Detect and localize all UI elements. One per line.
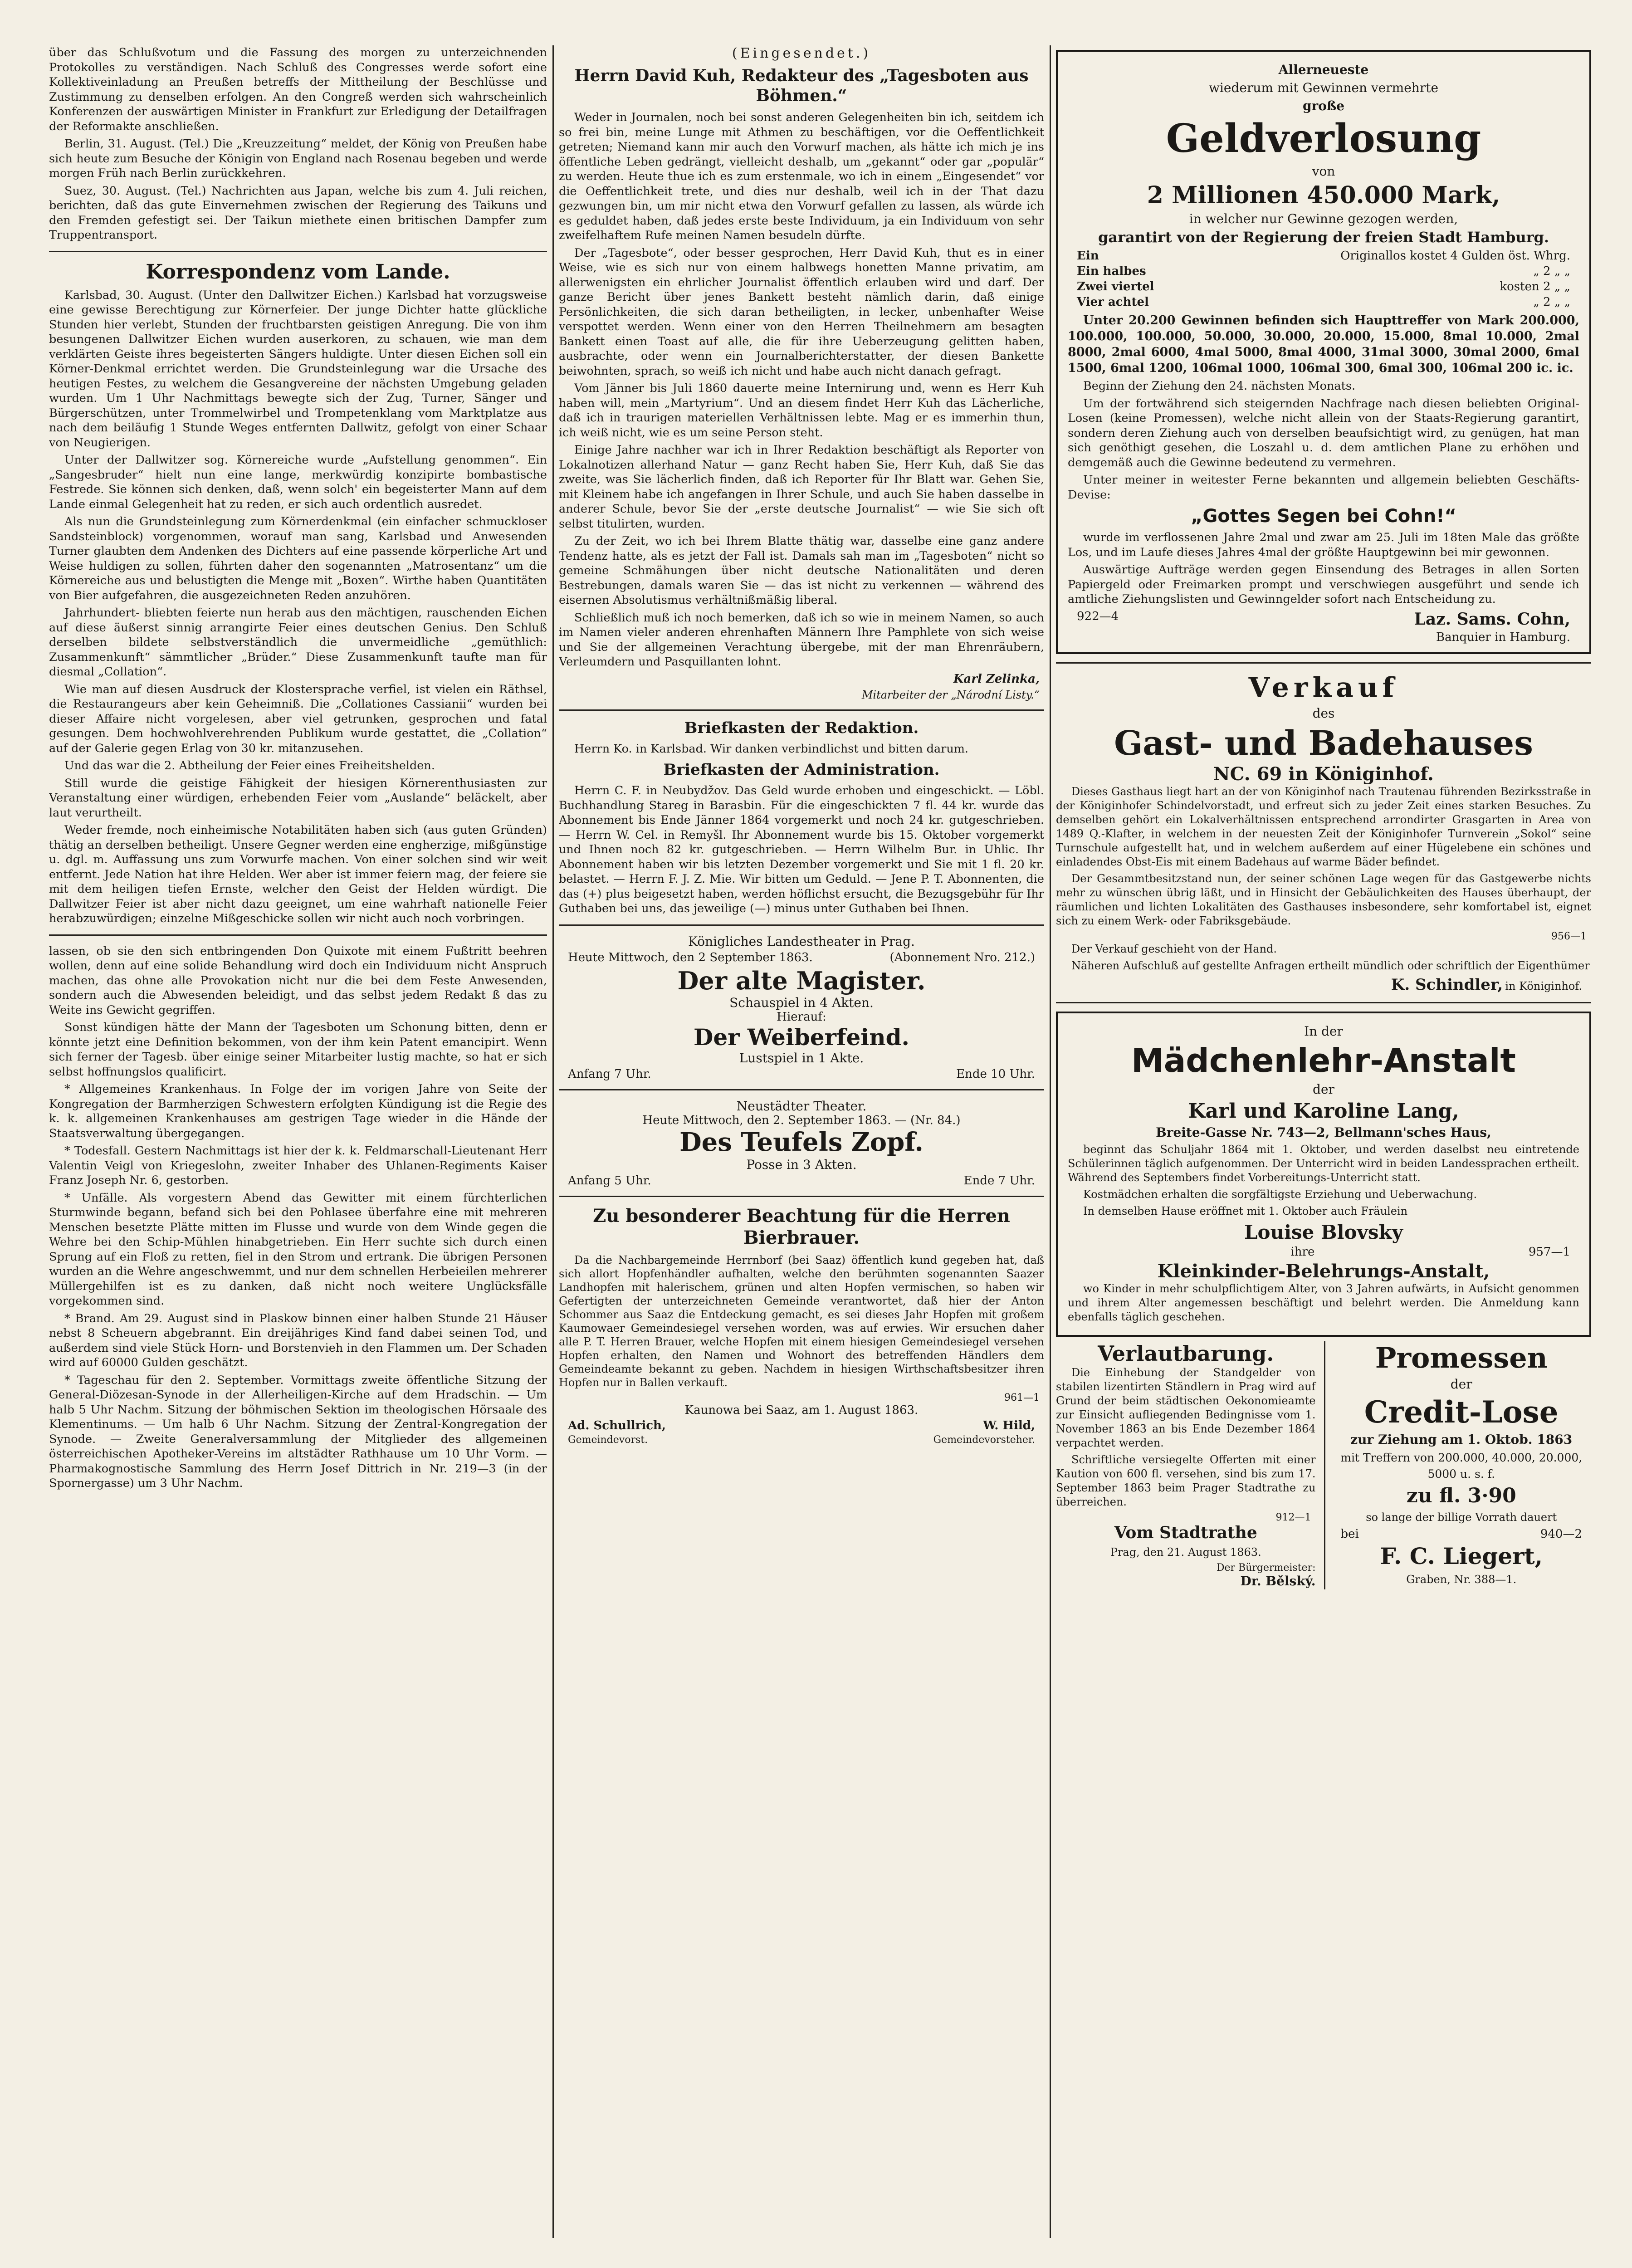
divider <box>49 934 547 936</box>
ad-promessen-prizes: mit Treffern von 200.000, 40.000, 20.000, 5000 u. s. f. <box>1340 1451 1583 1481</box>
ad-text: Kostmädchen erhalten die sorgfältigste Erziehung und Ueberwachung. <box>1083 1188 1477 1201</box>
notice-signer-1-role: Gemeindevorst. <box>568 1434 648 1446</box>
ad-number: 956—1 <box>1551 930 1587 942</box>
report-paragraph: Sonst kündigen hätte der Mann der Tagesboten um Schonung bitten, denn er könnte jetzt eine Definition bekommen, von der ihm kein Patent emancipirt. Wenn sich ferner der Tagesb. über einige seiner Mitarbeiter lustig machte, so hat er sich selbst hoffnungslos qualificirt. <box>49 1021 547 1079</box>
notice-signer-roles <box>568 1434 1035 1446</box>
ad-promessen-draw: zur Ziehung am 1. Oktob. 1863 <box>1350 1432 1573 1447</box>
ad-promessen-address: Graben, Nr. 388—1. <box>1406 1573 1517 1586</box>
ad-school-title-2: Kleinkinder-Belehrungs-Anstalt, <box>1157 1260 1490 1282</box>
ad-announcement-place: Prag, den 21. August 1863. <box>1110 1545 1261 1559</box>
theater-end: Ende 10 Uhr. <box>956 1067 1035 1081</box>
divider <box>1056 1002 1591 1003</box>
section-heading: Korrespondenz vom Lande. <box>146 260 450 284</box>
report-paragraph: Weder fremde, noch einheimische Notabilitäten haben sich (aus guten Gründen) thätig an derselben betheiligt. Unsere Gegner werden eine engherzige, mißgünstige u. dgl. m. Auffassung uns zum Vorwurfe machen. Von einer solchen sind wir weit entfernt. Jede Nation hat ihre Helden. Wer aber ist immer feiern mag, der feiere sie mit dem heiligen tiefen Ernste, welcher den Geist der Helden würdigt. Die Dallwitzer Feier ist aber nicht dazu geeignet, um eine wahrhaft nationelle Feier herabzuwürdigen; einzelne Mißgeschicke sollen wir nicht auch noch vorbringen. <box>49 823 547 925</box>
ad-text: Der Gesammtbesitzstand nun, der seiner schönen Lage wegen für das Gastgewerbe nichts mehr zu wünschen übrig läßt, und in Hinsicht der Gebäulichkeiten des Hauses überhaupt, der räumlichen und lichten Lokalitäten des Gasthauses insbesondere, sehr komfortabel ist, eignet sich zu einem Werk- oder Fabriksgebäude. <box>1056 872 1591 927</box>
ad-sale-signature: K. Schindler, <box>1391 975 1503 994</box>
ad-line: garantirt von der Regierung der freien Stadt Hamburg. <box>1098 229 1549 246</box>
ad-number: 940—2 <box>1540 1527 1582 1541</box>
local-news-fire: * Brand. Am 29. August sind in Plaskow binnen einer halben Stunde 21 Häuser nebst 8 Scheuern abgebrannt. Ein dreijähriges Kind fand dabei seinen Tod, und außerdem sind viele Stück Horn- und Borstenvieh in den Flammen um. Der Schaden wird auf 60000 Gulden geschätzt. <box>49 1311 547 1369</box>
mailbox-editorial-text: Herrn Ko. in Karlsbad. Wir danken verbindlichst und bitten darum. <box>574 742 969 756</box>
theater-date: Heute Mittwoch, den 2 September 1863. <box>568 950 813 964</box>
ad-promessen-signature: F. C. Liegert, <box>1380 1542 1543 1569</box>
play-title-2: Der Weiberfeind. <box>694 1023 909 1051</box>
ad-sale-title: Verkauf <box>1248 671 1399 704</box>
mailbox-editorial-title: Briefkasten der Redaktion. <box>684 719 919 737</box>
ad-lottery-prizes: Unter 20.200 Gewinnen befinden sich Haupttreffer von Mark 200.000, 100.000, 100.000, 50.000, 30.000, 20.000, 15.000, 8mal 10.000, 2mal 8000, 2mal 6000, 4mal 5000, 8mal 4000, 31mal 3000, 30mal 2000, 6mal 1500, 6mal 1200, 106mal 1000, 106mal 300, 6mal 300, 106mal 200 ic. ic. <box>1068 313 1579 375</box>
ad-text: Um der fortwährend sich steigernden Nachfrage nach diesen beliebten Original-Losen (keine Promessen), welche nicht allein von der Staats-Regierung garantirt, sondern deren Ziehung auch von derselben beaufsichtigt wird, zu genügen, hat man sich genöthigt gesehen, die Loszahl u. d. dem amtlichen Plane zu erhöhen und demgemäß auch die Gewinne bedeutend zu vermehren. <box>1068 396 1579 469</box>
ad-number: 957—1 <box>1528 1245 1570 1259</box>
report-paragraph: Unter der Dallwitzer sog. Körnereiche wurde „Aufstellung genommen“. Ein „Sangesbruder“ hielt nun eine lange, merkwürdig konzipirte bombastische Festrede. Sie können sich denken, daß, wenn solch' ein begeisterter Mann auf dem Lande einmal Gelegenheit hat zu reden, er sich auch ordentlich ausredet. <box>49 453 547 511</box>
ad-number: 922—4 <box>1077 609 1119 623</box>
divider <box>559 924 1044 926</box>
theater-date: Heute Mittwoch, den 2. September 1863. — (Nr. 84.) <box>642 1113 961 1127</box>
letter-signature-role: Mitarbeiter der „Národní Listy.“ <box>861 688 1040 701</box>
ad-sale-name: Gast- und Badehauses <box>1114 723 1533 763</box>
letter-paragraph: Zu der Zeit, wo ich bei Ihrem Blatte thätig war, dasselbe eine ganz andere Tendenz hatte, als es jetzt der Fall ist. Damals sah man im „Tagesboten“ nicht so gemeine Schmähungen über nicht deutsche Nationalitäten und deren Bestrebungen, damals waren Sie — das ist nicht zu verkennen — während des eisernen Absolutismus verhältnißmäßig liberal. <box>559 534 1044 607</box>
ad-lottery-signature-row <box>1077 610 1570 629</box>
mailbox-admin-title: Briefkasten der Administration. <box>663 761 940 779</box>
price-row: Zwei viertel kosten 2 „ „ <box>1077 280 1570 293</box>
ad-announcement-title: Verlautbarung. <box>1098 1341 1274 1366</box>
local-news-accidents: * Unfälle. Als vorgestern Abend das Gewitter mit einem fürchterlichen Sturmwinde begann, befand sich bei den Pohlasee überfahre eine mit mehreren Menschen besetzte Plätte mitten im Flusse und wurde von dem Winde gegen die Wehre bei den Schip-Mühlen hinabgetrieben. Ein Herr suchte sich durch einen Sprung auf ein Floß zu retten, fiel in den Strom und ertrank. Die übrigen Personen wurden an die Wehre angeschwemmt, und nur dem schnellen Herbeieilen mehrerer Müllergehilfen ist es zu danken, daß nicht noch weitere Unglücksfälle vorgekommen sind. <box>49 1191 547 1308</box>
letter-paragraph: Der „Tagesbote“, oder besser gesprochen, Herr David Kuh, thut es in einer Weise, wie es sich nur von einem halbwegs honetten Manne privatim, am allerwenigsten ein ehrlicher Journalist öffentlich erlauben wird und darf. Der ganze Bericht über jenes Bankett besteht nämlich darin, daß einige Persönlichkeiten, die sich daran betheiligten, in lecker, unbenhafter Weise verspottet werden. Wenn einer von den Herren Theilnehmern am besagten Bankett einen Toast auf alle, die für ihre Ueberzeugung gelitten haben, ausbrachte, oder wenn ein Journalberichterstatter, der diesen Bankette beiwohnten, sprach, so weiß ich nicht und habe auch nicht danach gefragt. <box>559 246 1044 378</box>
local-news-death: * Todesfall. Gestern Nachmittags ist hier der k. k. Feldmarschall-Lieutenant Herr Valentin Veigl von Kriegeslohn, zweiter Inhaber des Uhlanen-Regiments Kaiser Franz Joseph Nr. 6, gestorben. <box>49 1144 547 1187</box>
ad-announcement-signature: Dr. Bělský. <box>1240 1573 1316 1589</box>
letter-paragraph: Weder in Journalen, noch bei sonst anderen Gelegenheiten bin ich, seitdem ich so frei bin, meine Lunge mit Athmen zu beschäftigen, vor die Oeffentlichkeit getreten; Niemand kann mir auch den Vorwurf machen, als hätte ich mich je ins öffentliche Leben gedrängt, vielleicht deshalb, um „gekannt“ oder gar „populär“ zu werden. Heute thue ich es zum erstenmale, wo ich in einem „Eingesendet“ vor die Oeffentlichkeit trete, und dies nur deshalb, weil ich in der That dazu gezwungen bin, um mir nicht etwa den Vorwurf gefallen zu lassen, als würde ich es geduldet haben, daß jedes erste beste Individuum, ja ein Individuum von sehr zweifelhaftem Rufe meinen Namen besudeln dürfte. <box>559 111 1044 242</box>
notice-title: Zu besonderer Beachtung für die Herren Bierbrauer. <box>593 1205 1010 1248</box>
ad-number: 912—1 <box>1275 1511 1311 1523</box>
mailbox-admin-text: Herrn C. F. in Neubydžov. Das Geld wurde erhoben und eingeschickt. — Löbl. Buchhandlung Stareg in Barasbin. Für die eingeschickten 7 fl. 44 kr. wurde das Abonnement bis Ende Jänner 1864 vorgemerkt und noch 24 kr. gutgeschrieben. — Herrn W. Cel. in Remyšl. Ihr Abonnement wurde bis 15. Oktober vorgemerkt und Ihnen noch 82 kr. gutgeschrieben. — Herrn Wilhelm Bur. in Uhlic. Ihr Abonnement haben wir bis letzten Dezember vorgemerkt und Sie mit 1 fl. 20 kr. belastet. — Herrn F. J. Z. Mie. Wir bitten um Geduld. — Jene P. T. Abonnenten, die das (+) plus beigesetzt haben, werden höflichst ersucht, die Bezugsgebühr für Ihr Guthaben bei uns, das jeweilige (—) minus unter Guthaben bei Ihnen. <box>559 784 1044 915</box>
report-paragraph: Als nun die Grundsteinlegung zum Körnerdenkmal (ein einfacher schmuckloser Sandsteinblock) vorgenommen, worauf man sang, Karlsbad und Anwesenden Turner glaubten dem Andenken des Dichters auf eine passende körperliche Art und Weise huldigen zu sollen, führten daher den sogenannten „Matrosentanz“ um die Körnereiche aus und belustigten die Menge mit „Boxen“. Wirthe haben Quantitäten von Bier aufgefahren, die ausgezeichneten Reden anzuhören. <box>49 515 547 602</box>
ad-school-address: Breite-Gasse Nr. 743—2, Bellmann'sches Haus, <box>1156 1124 1491 1140</box>
ad-line: wiederum mit Gewinnen vermehrte <box>1208 80 1439 95</box>
report-paragraph: lassen, ob sie den sich entbringenden Don Quixote mit einem Fußtritt beehren wollen, denn auf eine solide Behandlung wird doch ein Individuum nicht Anspruch machen, das ohne alle Provokation nicht nur die bei dem Feste Anwesenden, sondern auch die Abwesenden beleidigt, und das selbst jedem Redakt ß das zu Weite ins Gewicht gegriffen. <box>49 944 547 1017</box>
letter-signature: Karl Zelinka, <box>953 672 1040 686</box>
local-news-schedule: * Tageschau für den 2. September. Vormittags zweite öffentliche Sitzung der General-Diözesan-Synode in der Allerheiligen-Kirche auf dem Hradschin. — Um halb 5 Uhr Nachm. Sitzung der böhmischen Sektion im theologischen Hörsaale des Klementinums. — Um halb 6 Uhr Nachm. Sitzung der Zentral-Kongregation der Synode. — Zweite Generalversammlung der Mitglieder des allgemeinen österreichischen Apotheker-Vereins im altstädter Rathhause um 10 Uhr Vorm. — Pharmakognostische Sammlung des Herrn Josef Dittrich in Nr. 219—3 (in der Spornergasse) um 3 Uhr Nachm. <box>49 1373 547 1490</box>
column-rule-2 <box>1050 45 1051 2238</box>
ad-line: so lange der billige Vorrath dauert <box>1366 1510 1557 1524</box>
ad-announcement-from: Vom Stadtrathe <box>1114 1523 1257 1542</box>
ad-lottery-motto: „Gottes Segen bei Cohn!“ <box>1191 506 1456 527</box>
theater-date-row <box>568 951 1035 964</box>
divider <box>559 1196 1044 1197</box>
letter-paragraph: Vom Jänner bis Juli 1860 dauerte meine Internirung und, wenn es Herr Kuh haben will, mein „Martyrium“. Und an diesem findet Herr Kuh das Lächerliche, daß ich in traurigen materiellen Verhältnissen lebte. Mag er es immerhin thun, ich weiß nicht, wie es um seine Person steht. <box>559 381 1044 440</box>
column-news <box>49 45 547 2238</box>
ad-school-name-2: Louise Blovsky <box>1244 1221 1403 1243</box>
notice-signer-1: Ad. Schullrich, <box>568 1418 666 1432</box>
play-genre-2: Lustspiel in 1 Akte. <box>739 1050 864 1066</box>
ad-promessen <box>1324 1341 1592 1589</box>
ad-lottery-title: Geldverlosung <box>1166 116 1481 161</box>
ad-sale-place: in Königinhof. <box>1505 979 1582 992</box>
theater-org: Königliches Landestheater in Prag. <box>688 934 915 949</box>
report-paragraph: Wie man auf diesen Ausdruck der Klostersprache verfiel, ist vielen ein Räthsel, die Restaurangeurs aber kein Geheimniß. Die „Collationes Cassianii“ wurden bei dieser Affaire nicht vorgelesen, aber viel getrunken, gesprochen und fatal gesungen. Dem hochwohlverehrenden Publikum wurde gestattet, die „Collation“ auf der Galerie gegen Erlag von 30 kr. mitanzusehen. <box>49 682 547 755</box>
ad-school <box>1056 1012 1591 1337</box>
ad-promessen-title: Promessen <box>1375 1341 1548 1374</box>
theater-neustadt <box>559 1099 1044 1188</box>
ad-line: ihre <box>1290 1245 1315 1259</box>
ad-sale-signature-row <box>1056 976 1582 994</box>
price-row: Ein halbes „ 2 „ „ <box>1077 264 1570 278</box>
ad-line: der <box>1450 1376 1472 1392</box>
report-karlsbad: Karlsbad, 30. August. (Unter den Dallwitzer Eichen.) Karlsbad hat vorzugsweise eine gewisse Berechtigung zur Körnerfeier. Der junge Dichter hatte glückliche Stunden hier verlebt, Stunden der fruchtbarsten geistigen Anregung. Die von ihm besungenen Dallwitzer Eichen wurden auserkoren, zu schauen, wie man dem verklärten Geiste ihres begeisterten Sängers huldigte. Unter diesen Eichen soll ein Körner-Denkmal errichtet werden. Die Grundsteinlegung war die Ursache des heutigen Festes, zu welchem die Gesangvereine der nächsten Umgebung geladen wurden. Um 1 Uhr Nachmittags bewegte sich der Zug, Turner, Sänger und Bürgerschützen, unter Trommelwirbel und Trompetenklang vom Marktplatze aus nach dem beiläufig 1 Stunde Weges entfernten Dallwitz, gefolgt von einer Schaar von Neugierigen. <box>49 288 547 450</box>
play-hierauf: Hierauf: <box>777 1010 826 1024</box>
theater-end: Ende 7 Uhr. <box>963 1173 1035 1188</box>
ad-school-names: Karl und Karoline Lang, <box>1188 1099 1459 1123</box>
ad-promessen-price: zu fl. 3·90 <box>1406 1484 1516 1507</box>
letter-title: Herrn David Kuh, Redakteur des „Tagesboten aus Böhmen.“ <box>574 66 1029 105</box>
divider <box>49 251 547 252</box>
column-advertisements <box>1056 45 1591 2238</box>
ad-lottery-signature-role: Banquier in Hamburg. <box>1436 630 1570 644</box>
ad-text: Unter meiner in weitester Ferne bekannten und allgemein beliebten Geschäfts-Devise: <box>1068 473 1579 502</box>
ad-text: Beginn der Ziehung den 24. nächsten Monats. <box>1083 379 1356 393</box>
theater-org: Neustädter Theater. <box>736 1098 867 1114</box>
ad-text: Die Einhebung der Standgelder von stabilen lizentirten Ständlern in Prag wird auf Grund der beim städtischen Oekonomieamte zur Einsicht aufliegenden Bedingnisse vom 1. November 1863 an bis Ende Dezember 1864 verpachtet werden. <box>1056 1366 1316 1449</box>
ad-line: bei <box>1340 1527 1359 1541</box>
ad-promessen-row <box>1341 1527 1583 1541</box>
column-rule-1 <box>552 45 554 2238</box>
ad-line: der <box>1313 1081 1334 1097</box>
ad-text: wo Kinder in mehr schulpflichtigem Alter, von 3 Jahren aufwärts, in Aufsicht genommen und ihrem Alter angemessen beschäftigt und belehrt werden. Die Anmeldung kann ebenfalls täglich geschehen. <box>1068 1282 1579 1323</box>
ad-school-title: Mädchenlehr-Anstalt <box>1131 1041 1516 1080</box>
theater-abonnement: (Abonnement Nro. 212.) <box>889 950 1035 964</box>
divider <box>1056 662 1591 664</box>
ad-announcement <box>1056 1341 1316 1589</box>
theater-start: Anfang 5 Uhr. <box>568 1173 651 1188</box>
ad-line: In der <box>1304 1023 1343 1039</box>
theater-landestheater <box>559 934 1044 1081</box>
news-suez: Suez, 30. August. (Tel.) Nachrichten aus Japan, welche bis zum 4. Juli reichen, berichten, daß das gute Einvernehmen zwischen der Regierung des Taikuns und den Fremden gefestigt sei. Der Taikun miethete einen britischen Dampfer zum Truppentransport. <box>49 184 547 242</box>
letter-paragraph: Einige Jahre nachher war ich in Ihrer Redaktion beschäftigt als Reporter von Lokalnotizen allerhand Natur — ganz Recht haben Sie, Herr Kuh, daß Sie das zweite, was Sie lächerlich finden, daß ich Reporter für Ihr Blatt war. Gehen Sie, mit Kleinem habe ich angefangen in Ihrer Schule, und auch Sie haben dasselbe in anderer Schule, bevor Sie der „erste deutsche Journalist“ — wie Sie sich oft selbst titulirten, wurden. <box>559 443 1044 531</box>
ad-text: Näheren Aufschluß auf gestellte Anfragen ertheilt mündlich oder schriftlich der Eigenthümer <box>1071 959 1590 972</box>
report-paragraph: Und das war die 2. Abtheilung der Feier eines Freiheitshelden. <box>64 759 435 772</box>
ad-lottery <box>1056 50 1591 654</box>
divider <box>559 1089 1044 1090</box>
ad-lottery-signature: Laz. Sams. Cohn, <box>1414 609 1570 629</box>
notice-text: Da die Nachbargemeinde Herrnborf (bei Saaz) öffentlich kund gegeben hat, daß sich allort Hopfenhändler aufhalten, welche den berühmten sogenannten Saazer Landhopfen mit halerischem, grünen und alten Hopfen vermischen, so haben wir Gefertigten der unterzeichneten Gemeinde verantwortet, daß hier der Anton Schommer aus Saaz die Entdeckung gemacht, es sei dieses Jahr Hopfen mit großem Kaumowaer Gemeindesiegel versehen worden, was auf erwies. Wir ersuchen daher alle P. T. Herren Brauer, welche Hopfen mit einem hiesigen Gemeindesiegel versehen Hopfen erhalten, den Namen und Wohnort des betreffenden Händlers dem Gemeindeamte bekannt zu geben. Nachdem in hiesigen Wirthschaftsbesitzer ihren Hopfen nur in Ballen verkauft. <box>559 1253 1044 1389</box>
ad-line: von <box>1312 164 1335 179</box>
ad-line: des <box>1312 705 1335 721</box>
ad-text: beginnt das Schuljahr 1864 mit 1. Oktober, und werden daselbst neu eintretende Schülerinnen täglich aufgenommen. Der Unterricht wird in beiden Landessprachen ertheilt. Während des Septembers findet Vorbereitungs-Unterricht statt. <box>1068 1143 1579 1184</box>
ad-bottom-row <box>1056 1341 1591 1589</box>
report-paragraph: Still wurde die geistige Fähigkeit der hiesigen Körnerenthusiasten zur Veranstaltung einer würdigen, erhebenden Feier vom „Auslande“ beläckelt, aber laut verurtheilt. <box>49 776 547 820</box>
ad-sale-address: NC. 69 in Königinhof. <box>1213 763 1434 785</box>
ad-school-row <box>1077 1245 1570 1259</box>
letter-paragraph: Schließlich muß ich noch bemerken, daß ich so wie in meinem Namen, so auch im Namen vieler anderen ehrenhaften Männern Ihre Pamphlete von sich weise und Sie der allgemeinen Verachtung übergebe, mit der man Ehrenräubern, Verleumdern und Pasquillanten lohnt. <box>559 611 1044 669</box>
kicker: (Eingesendet.) <box>732 45 871 61</box>
price-row: Vier achtel „ 2 „ „ <box>1077 295 1570 309</box>
news-berlin: Berlin, 31. August. (Tel.) Die „Kreuzzeitung“ meldet, der König von Preußen habe sich heute zum Besuche der Königin von England nach Rosenau begeben und werde morgen Früh nach Berlin zurückkehren. <box>49 137 547 180</box>
ad-line: Allerneueste <box>1278 62 1369 77</box>
notice-signer-2: W. Hild, <box>983 1418 1035 1432</box>
ad-lottery-price-table <box>1068 249 1579 309</box>
divider <box>559 709 1044 711</box>
theater-times <box>568 1067 1035 1081</box>
ad-announcement-role: Der Bürgermeister: <box>1216 1562 1316 1574</box>
ad-line: große <box>1302 98 1345 113</box>
notice-signer-2-role: Gemeindevorsteher. <box>933 1434 1035 1446</box>
news-paragraph: über das Schlußvotum und die Fassung des morgen zu unterzeichnenden Protokolles zu verständigen. Nach Schluß des Congresses werde sofort eine Kollektiveinladung an Preußen betreffs der Mittheilung der Beschlüsse und Zustimmung zu denselben erfolgen. An den Congreß werden sich wahrscheinlich Konferenzen der auswärtigen Minister in Frankfurt zur Erledigung der Detailfragen der Reformakte anschließen. <box>49 46 547 133</box>
ad-lottery-amount: 2 Millionen 450.000 Mark, <box>1147 181 1500 209</box>
notice-signatures <box>568 1419 1035 1432</box>
ad-line: in welcher nur Gewinne gezogen werden, <box>1189 211 1458 226</box>
ad-text: Auswärtige Aufträge werden gegen Einsendung des Betrages in allen Sorten Papiergeld oder Freimarken prompt und verschwiegen ausgeführt und sende ich amtliche Ziehungslisten und Gewinngelder sofort nach Entscheidung zu. <box>1068 563 1579 606</box>
ad-text: In demselben Hause eröffnet mit 1. Oktober auch Fräulein <box>1083 1204 1408 1217</box>
report-paragraph: Jahrhundert- bliebten feierte nun herab aus den mächtigen, rauschenden Eichen auf diese äußerst sinnig arrangirte Feier eines deutschen Genius. Den Schluß derselben bildete selbstverständlich die unvermeidliche „gemüthlich: Zusammenkunft“ sämmtlicher „Brüder.“ Diese Zusammenkunft taufte man für diesmal „Collation“. <box>49 606 547 679</box>
notice-number: 961—1 <box>1004 1392 1040 1403</box>
notice-place-date: Kaunowa bei Saaz, am 1. August 1863. <box>684 1403 919 1417</box>
ad-text: Der Verkauf geschieht von der Hand. <box>1071 942 1277 955</box>
theater-times <box>568 1174 1035 1188</box>
ad-text: wurde im verflossenen Jahre 2mal und zwar am 25. Juli im 18ten Male das größte Los, und im Laufe dieses Jahres 4mal der größte Hauptgewinn bei mir gewonnen. <box>1068 531 1579 559</box>
ad-sale <box>1056 672 1591 994</box>
column-letters <box>559 45 1044 2238</box>
ad-text: Schriftliche versiegelte Offerten mit einer Kaution von 600 fl. versehen, sind bis zum 17. September 1863 beim Prager Stadtrathe zu überreichen. <box>1056 1453 1316 1508</box>
ad-text: Dieses Gasthaus liegt hart an der von Königinhof nach Trautenau führenden Bezirksstraße in der Königinhofer Schindelvorstadt, und erfreut sich zu jeder Zeit eines starken Besuches. Zu demselben gehört ein Lokalverhältnissen entsprechend arrondirter Grasgarten in Area von 1489 Q.-Klafter, in welchem in der neuesten Zeit der Königinhofer Turnverein „Sokol“ seine Turnschule aufgestellt hat, und in welchem außerdem auf einer Hügelebene ein schönes und einladendes Obst-Eis mit einem Badehaus auf warme Bäder befindet. <box>1056 785 1591 868</box>
price-row: Ein Originallos kostet 4 Gulden öst. Whrg. <box>1077 249 1570 263</box>
ad-promessen-name: Credit-Lose <box>1364 1394 1559 1430</box>
play-title: Der alte Magister. <box>677 966 926 995</box>
play-genre: Posse in 3 Akten. <box>746 1157 857 1172</box>
theater-start: Anfang 7 Uhr. <box>568 1067 651 1081</box>
local-news-hospital: * Allgemeines Krankenhaus. In Folge der im vorigen Jahre von Seite der Kongregation der Barmherzigen Schwestern erfolgten Kündigung ist die Regie des k. k. allgemeinen Krankenhauses am gestrigen Tage wieder in die Hände der Staatsverwaltung übergegangen. <box>49 1082 547 1140</box>
play-genre: Schauspiel in 4 Akten. <box>729 995 874 1010</box>
play-title: Des Teufels Zopf. <box>679 1127 923 1157</box>
